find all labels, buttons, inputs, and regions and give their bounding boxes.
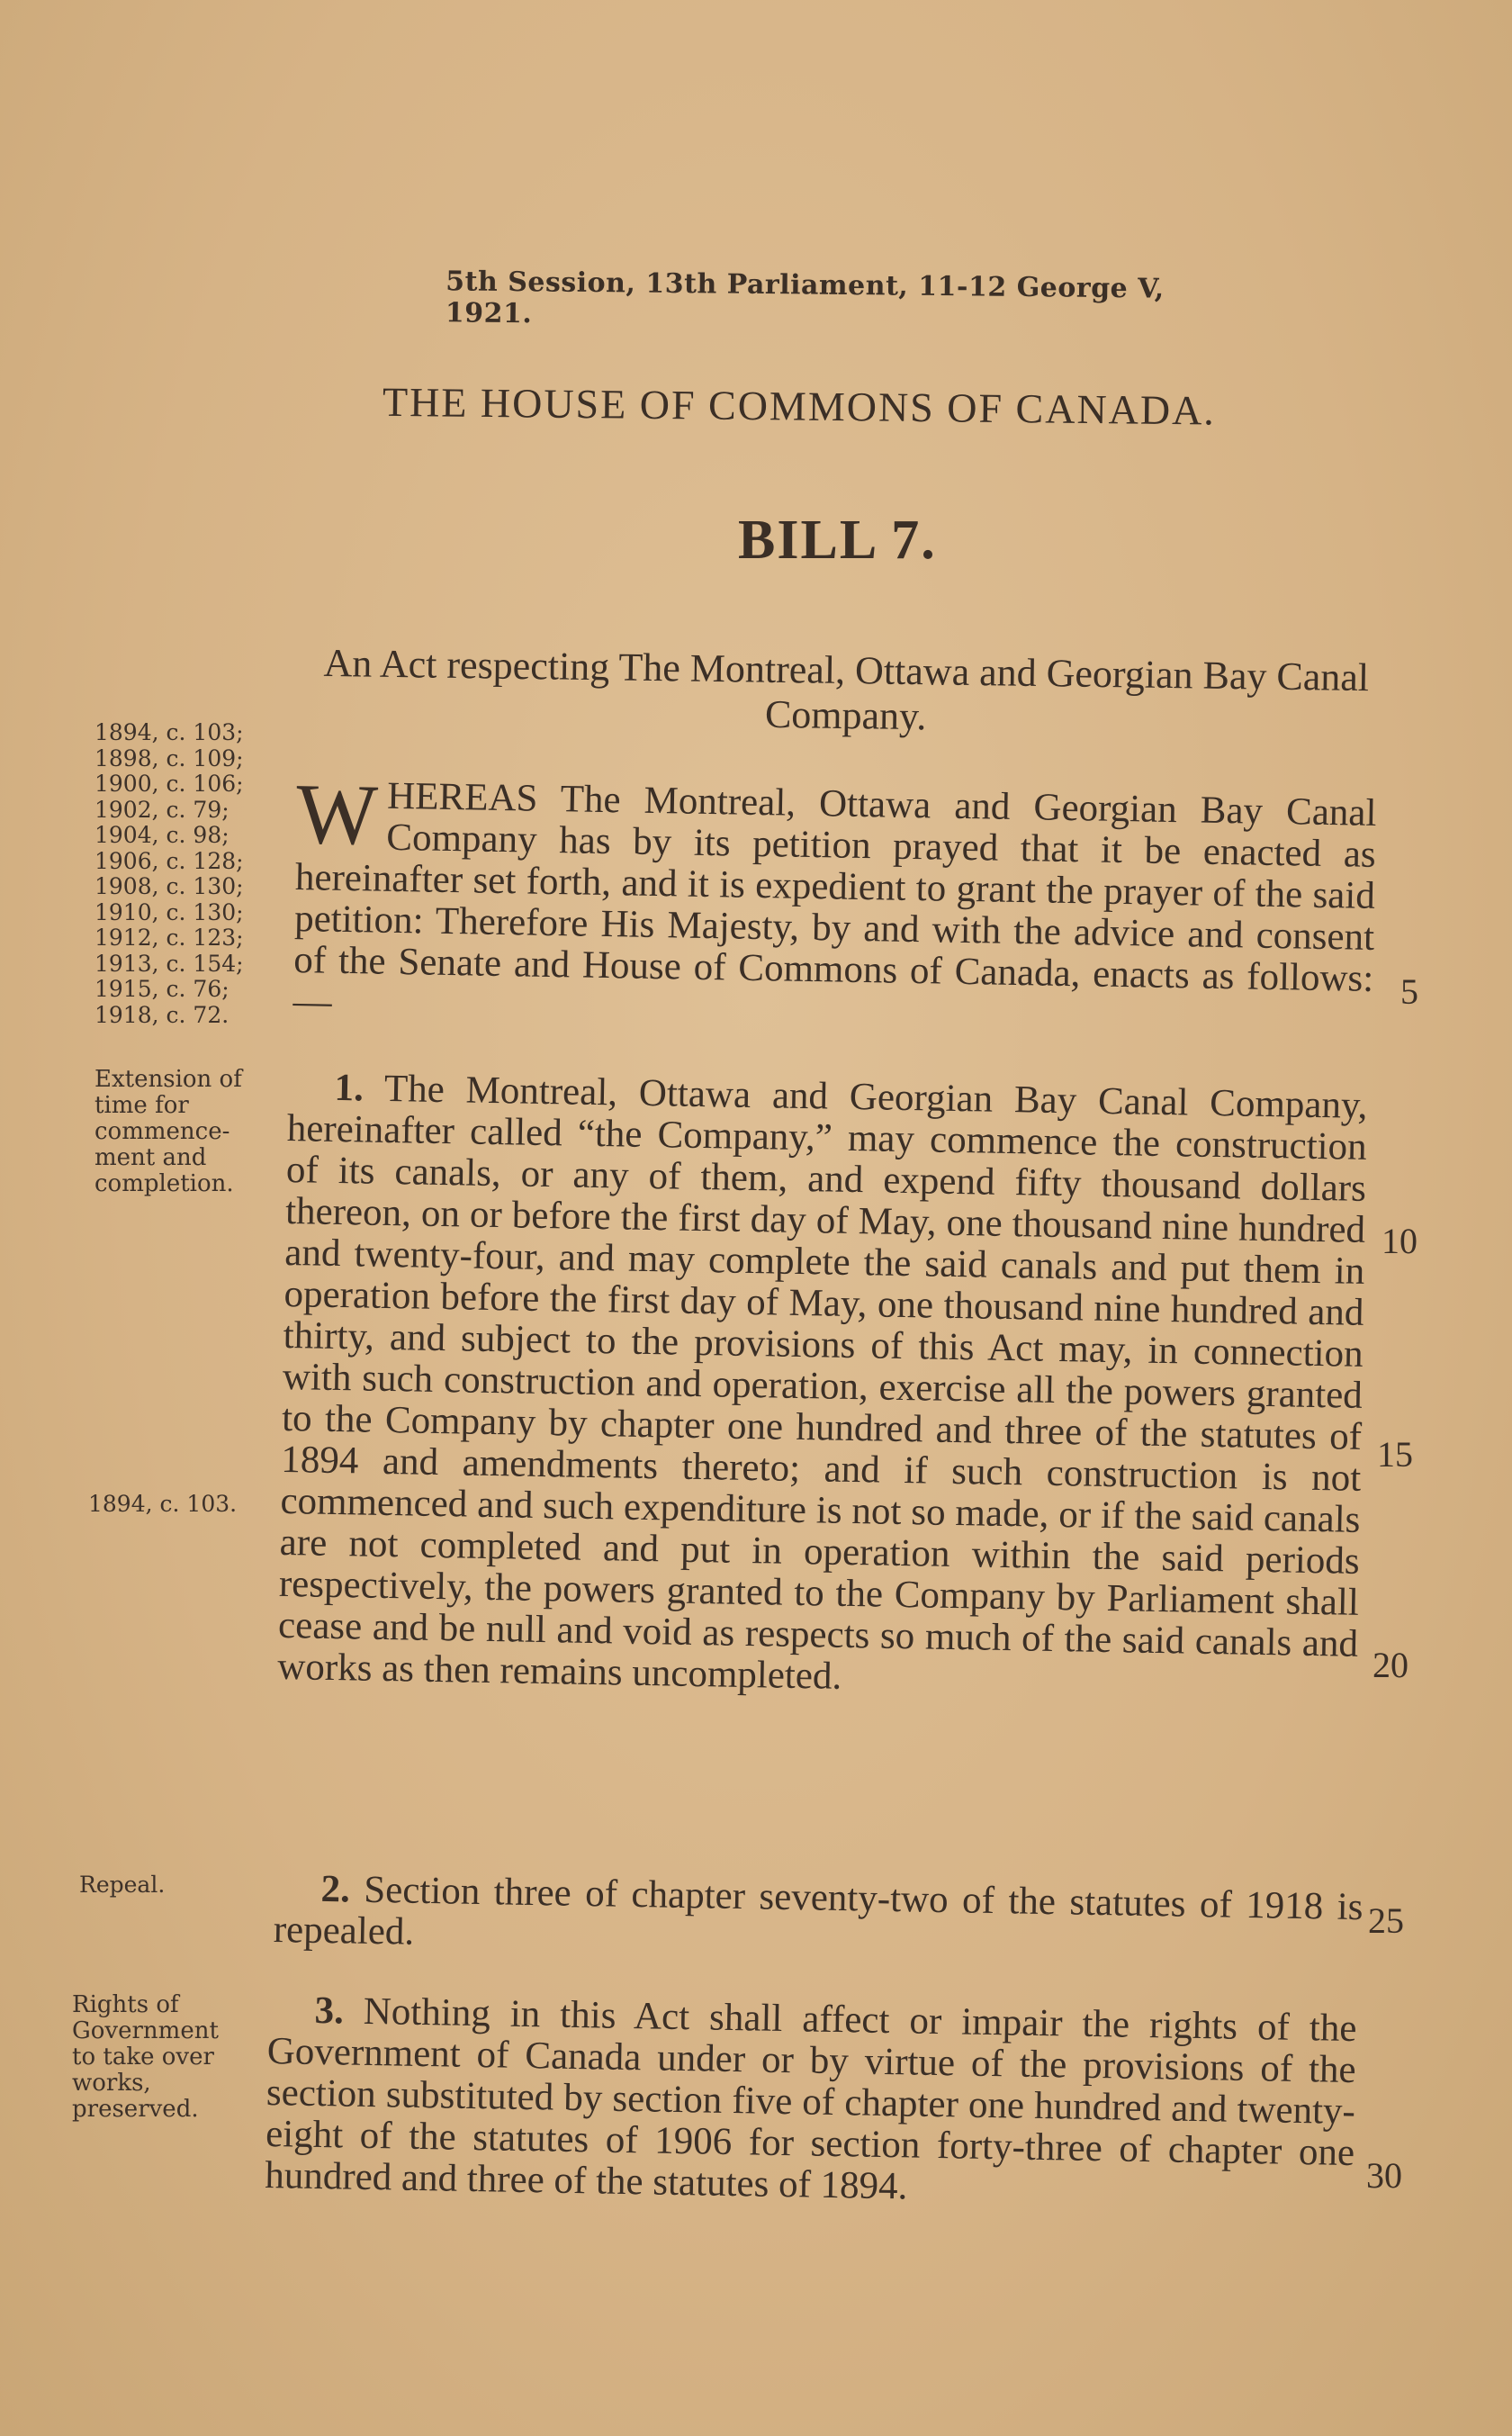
preamble-dropcap: W — [295, 765, 379, 863]
preamble — [292, 765, 1377, 1042]
line-number: 15 — [1377, 1434, 1413, 1475]
section-number: 3. — [314, 1989, 345, 2033]
act-title: An Act respecting The Montreal, Ottawa and Georgian Bay Canal Company. — [323, 640, 1370, 739]
line-number: 25 — [1368, 1900, 1404, 1941]
section-text: Section three of chapter seventy-two of the statutes of 1918 is repealed. — [273, 1868, 1364, 1953]
section-text: The Montreal, Ottawa and Georgian Bay Canal Company, hereinafter called “the Company,” may commence the construction of its canals, or any of them, and expend fifty thousand dollars thereon, on or before the first day of May, one thousand nine hundred and twenty-four, and may complete the said canals and put them in operation before the first day of May, one thousand nine hundred and thirty, and subject to the provisions of this Act may, in connection with such construction and operation, exercise all the powers granted to the Company by chapter one hundred and three of the statutes of 1894 and amendments thereto; and if such construction is not commenced and such expenditure is not so made, or if the said canals are not completed and put in operation within the said periods respectively, the powers granted to the Company by Parliament shall cease and be null and void as respects so much of the said canals and works as then remains uncompleted. — [276, 1067, 1368, 1698]
margin-note-reference: 1894, c. 103. — [88, 1491, 238, 1517]
section-3 — [265, 1989, 1357, 2215]
section-number: 2. — [320, 1867, 351, 1911]
section-text: Nothing in this Act shall affect or impair the rights of the Government of Canada under or by virtue of the provisions of the section substituted by section five of chapter one hundred and twenty-eight of the statutes of 1906 for section forty-three of chapter one hundred and three of the statutes of 1894. — [264, 1989, 1357, 2208]
line-number: 20 — [1372, 1645, 1408, 1685]
margin-note-rights: Rights of Government to take over works, preserved. — [72, 1991, 219, 2123]
section-number: 1. — [334, 1066, 364, 1110]
margin-note-statutes: 1894, c. 103; 1898, c. 109; 1900, c. 106; 1902, c. 79; 1904, c. 98; 1906, c. 128; 1908, c. 130; 1910, c. 130; 1912, c. 123; 1913, c. 154; 1915, c. 76; 1918, c. 72. — [94, 719, 244, 1028]
bill-number: BILL 7. — [738, 510, 937, 571]
section-2 — [273, 1868, 1363, 1970]
session-heading: 5th Session, 13th Parliament, 11-12 George V, 1921. — [445, 266, 1165, 330]
line-number: 5 — [1400, 971, 1418, 1012]
preamble-text: HEREAS The Montreal, Ottawa and Georgian Bay Canal Company has by its petition prayed that it be enacted as hereinafter set forth, and it is expedient to grant the prayer of the said petition: Therefore His Majesty, by and with the advice and consent of the Senate and House of Commons of Canada, enacts as follows:— — [292, 774, 1377, 1024]
section-1 — [277, 1067, 1368, 1707]
margin-note-extension: Extension of time for commence- ment and completion. — [94, 1066, 242, 1197]
house-heading: THE HOUSE OF COMMONS OF CANADA. — [382, 378, 1217, 434]
line-number: 10 — [1382, 1221, 1418, 1261]
line-number: 30 — [1366, 2155, 1402, 2196]
margin-note-repeal: Repeal. — [79, 1872, 166, 1898]
